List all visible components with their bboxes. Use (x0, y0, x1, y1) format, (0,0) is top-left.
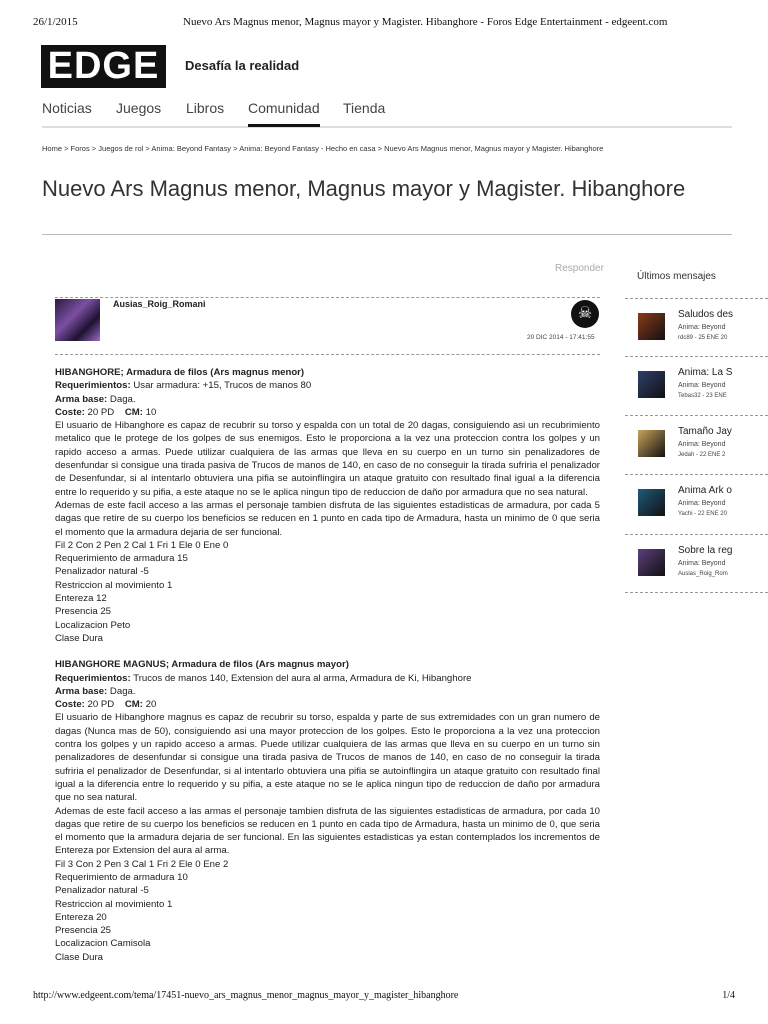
stat-line: Restriccion al movimiento 1 (55, 898, 173, 910)
stat-line: Entereza 12 (55, 593, 107, 605)
sidebar-item-forum: Anima: Beyond (678, 324, 726, 331)
spacer (55, 645, 600, 658)
cost: Coste: 20 PD CM: 20 (55, 699, 157, 711)
base-weapon: Arma base: Daga. (55, 393, 136, 405)
sidebar-item[interactable] (625, 475, 768, 533)
sidebar-item[interactable] (625, 299, 768, 357)
print-url: http://www.edgeent.com/tema/17451-nuevo_ars_magnus_menor_magnus_mayor_y_magister_hibanghore (33, 990, 459, 1001)
description-paragraph: El usuario de Hibanghore es capaz de recubrir su torso y espalda con un total de 20 dagas, consiguiendo asi un recubrimiento metalico que le protege de los golpes de sus enemigos. Esto le proporciona a la vez una proteccion contra los golpes y un rapido acceso a armas. Puede utilizar cualquiera de las armas que lleva en su cuerpo en un turno sin penalizadores de desenfundar si consigue una tirada pasiva de Trucos de manos de 140, en caso de no conseguir la tirada sufriria el penalizador de Desenfundar, si al intentarlo obtuviera una pifia se autoinflingira un ataque gratuito con resultado final igual a la diferencia entre lo requerido y su pifia, a este ataque no se le aplica ningun tipo de reduccion de daño por armadura que no sea natural. (55, 420, 600, 498)
breadcrumb[interactable]: Home > Foros > Juegos de rol > Anima: Beyond Fantasy > Anima: Beyond Fantasy - Hecho en casa > Nuevo Ars Magnus menor, Magnus mayor y Magister. Hibanghore (42, 144, 604, 153)
post-divider (55, 354, 600, 355)
latest-messages-sidebar (625, 262, 768, 602)
sidebar-item-title[interactable]: Anima: La S (678, 367, 733, 378)
sidebar-title: Últimos mensajes (637, 271, 716, 282)
skull-icon: ☠ (571, 300, 599, 328)
sidebar-item-title[interactable]: Tamaño Jay (678, 426, 732, 437)
sidebar-item[interactable] (625, 416, 768, 474)
thumbnail (638, 371, 665, 398)
nav-noticias[interactable]: Noticias (42, 100, 92, 116)
requirements: Requerimientos: Usar armadura: +15, Trucos de manos 80 (55, 380, 312, 392)
nav-comunidad[interactable]: Comunidad (248, 100, 320, 127)
stat-line: Penalizador natural -5 (55, 566, 149, 578)
post-author[interactable]: Ausias_Roig_Romani (113, 299, 206, 309)
avatar[interactable] (55, 299, 100, 341)
sidebar-item-forum: Anima: Beyond (678, 441, 726, 448)
stat-line: Localizacion Peto (55, 619, 131, 631)
stat-line: Fil 2 Con 2 Pen 2 Cal 1 Fri 1 Ele 0 Ene 0 (55, 539, 229, 551)
stat-line: Restriccion al movimiento 1 (55, 579, 173, 591)
sidebar-item-meta: rdc89 - 25 ENE 20 (678, 335, 728, 341)
post-top-divider (55, 297, 600, 298)
stat-line: Penalizador natural -5 (55, 885, 149, 897)
section-heading: HIBANGHORE MAGNUS; Armadura de filos (Ars magnus mayor) (55, 659, 349, 671)
sidebar-item-meta: Tebas32 - 23 ENE (678, 393, 727, 399)
stat-line: Entereza 20 (55, 911, 107, 923)
thumbnail (638, 430, 665, 457)
post-date: 20 DIC 2014 - 17:41:55 (527, 334, 595, 341)
tagline: Desafía la realidad (185, 58, 300, 73)
print-header (33, 16, 735, 30)
main-nav (42, 100, 732, 128)
sidebar-item[interactable] (625, 357, 768, 415)
nav-tienda[interactable]: Tienda (343, 100, 386, 116)
description-paragraph: Ademas de este facil acceso a las armas el personaje tambien disfruta de las siguientes estadisticas de armadura, por cada 5 dagas que retire de su cuerpo los beneficios se reducen en 1 punto en cada tipo de Armadura, hasta un minimo de 0 que seria el momento que la armadura dejaria de ser funcional. (55, 499, 600, 538)
sidebar-divider (625, 592, 768, 593)
stat-line: Presencia 25 (55, 925, 111, 937)
sidebar-item-forum: Anima: Beyond (678, 382, 726, 389)
sidebar-item-meta: Yachi - 22 ENE 20 (678, 511, 727, 517)
stat-line: Localizacion Camisola (55, 938, 151, 950)
stat-line: Clase Dura (55, 632, 103, 644)
print-date: 26/1/2015 (33, 16, 78, 28)
thumbnail (638, 313, 665, 340)
stat-line: Fil 3 Con 2 Pen 3 Cal 1 Fri 2 Ele 0 Ene 2 (55, 858, 229, 870)
requirements: Requerimientos: Trucos de manos 140, Extension del aura al arma, Armadura de Ki, Hibanghore (55, 672, 472, 684)
stat-line: Requerimiento de armadura 15 (55, 553, 188, 565)
reply-button[interactable]: Responder (555, 263, 604, 274)
section-heading: HIBANGHORE; Armadura de filos (Ars magnus menor) (55, 367, 305, 378)
nav-libros[interactable]: Libros (186, 100, 225, 116)
edge-logo[interactable]: EDGE (41, 45, 166, 88)
sidebar-item-meta: Ausias_Roig_Rom (678, 571, 728, 577)
sidebar-item-title[interactable]: Saludos des (678, 309, 734, 320)
title-divider (42, 234, 732, 235)
sidebar-item-forum: Anima: Beyond (678, 500, 726, 507)
post-body (55, 366, 600, 964)
sidebar-item-forum: Anima: Beyond (678, 560, 726, 567)
sidebar-item[interactable] (625, 535, 768, 593)
sidebar-item-title[interactable]: Anima Ark o (678, 485, 732, 496)
print-page-number: 1/4 (722, 990, 735, 1001)
stat-line: Requerimiento de armadura 10 (55, 871, 188, 883)
base-weapon: Arma base: Daga. (55, 685, 136, 697)
print-footer (33, 990, 735, 1004)
print-title: Nuevo Ars Magnus menor, Magnus mayor y Magister. Hibanghore - Foros Edge Entertainment - edgeent.com (183, 16, 668, 28)
thumbnail (638, 549, 665, 576)
description-paragraph: Ademas de este facil acceso a las armas el personaje tambien disfruta de las siguientes estadisticas de armadura, por cada 10 dagas que retire de su cuerpo los beneficios se reducen en 1 punto en cada tipo de Armadura, hasta un minimo de 0, que seria el momento que la armadura dejaria de ser funcional. En las siguientes estadisticas ya estan contemplados los incrementos de Entereza por Extension del aura al arma. (55, 805, 600, 857)
stat-line: Presencia 25 (55, 606, 111, 618)
page-title: Nuevo Ars Magnus menor, Magnus mayor y Magister. Hibanghore (42, 176, 686, 201)
sidebar-item-title[interactable]: Sobre la reg (678, 545, 733, 556)
stat-line: Clase Dura (55, 951, 103, 963)
thumbnail (638, 489, 665, 516)
description-paragraph: El usuario de Hibanghore magnus es capaz de recubrir su torso, espalda y parte de sus extremidades con un gran numero de dagas (Nunca mas de 50), consiguiendo asi una mayor proteccion de los golpes. Esto le proporciona a la vez una proteccion contra los golpes y un rapido acceso a armas. Puede utilizar cualquiera de las armas que lleva en su cuerpo en un turno sin penalizadores de desenfundar si consigue una tirada pasiva de Trucos de manos de 140, en caso de no conseguir la tirada sufriria el penalizador de Desenfundar, si al intentarlo obtuviera una pifia se autoinflingira un ataque gratuito con resultado final igual a la diferencia entre lo requerido y su pifia, a este ataque no se le aplica ningun tipo de reduccion de daño por armadura que no sea natural. (55, 712, 600, 804)
sidebar-item-meta: Jedah - 22 ENE 2 (678, 452, 726, 458)
nav-juegos[interactable]: Juegos (116, 100, 162, 116)
cost: Coste: 20 PD CM: 10 (55, 406, 157, 418)
